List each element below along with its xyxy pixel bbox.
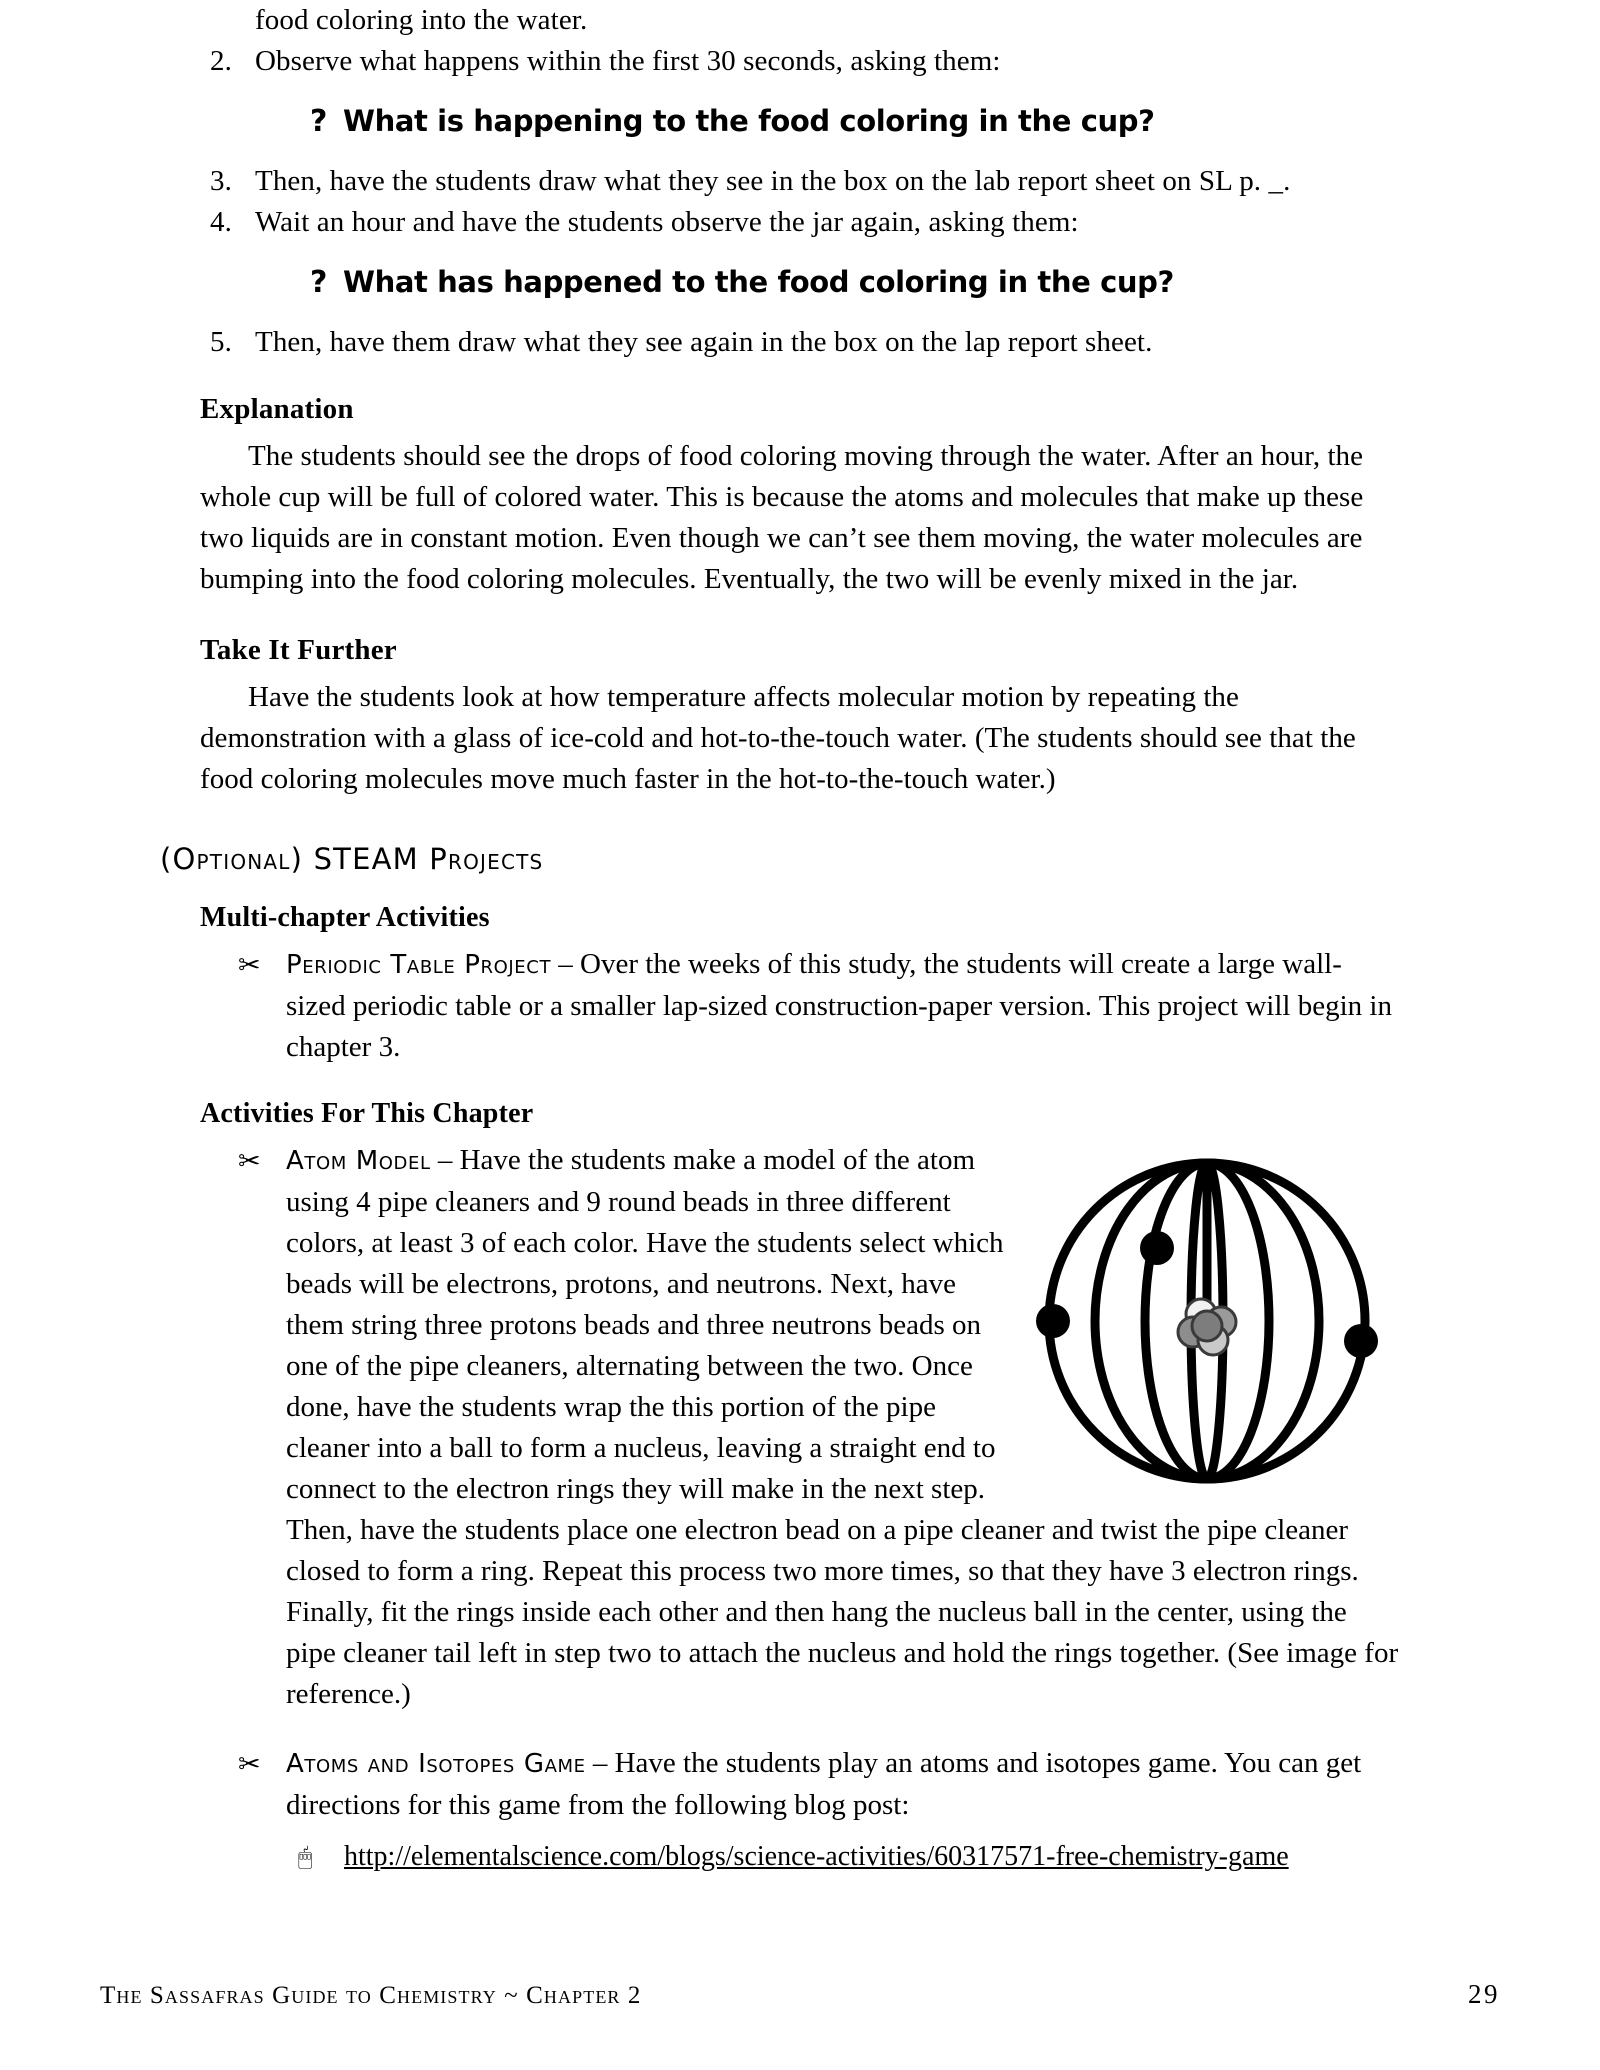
list-text: Observe what happens within the first 30 seconds, asking them: xyxy=(255,45,1001,77)
list-item xyxy=(200,41,1400,82)
blog-post-link[interactable]: http://elementalscience.com/blogs/science-activities/60317571-free-chemistry-game xyxy=(344,1841,1289,1872)
activity-text: Over the weeks of this study, the students will create a large wall-sized periodic table or a smaller lap-sized construction-paper version. This project will begin in chapter 3. xyxy=(286,948,1392,1063)
page-footer xyxy=(100,1979,1500,2010)
instruction-list-c xyxy=(200,322,1400,363)
activity-dash: – xyxy=(585,1747,615,1779)
activity-atoms-and-isotopes-game xyxy=(238,1743,1400,1826)
activity-text: Have the students make a model of the atom using 4 pipe cleaners and 9 round beads in three different colors, at least 3 of each color. Have the students select which beads will be electrons, protons, and neutrons. Next, have them string three protons beads and three neutrons beads on one of the pipe cleaners, alternating between the two. Once done, have the students wrap the this portion of the pipe cleaner into a ball to form a nucleus, leaving a straight end to connect to the electron rings they will make in the next step. Then, have the students place one electron bead on a pipe cleaner and twist the pipe cleaner closed to form a ring. Repeat this process two more times, so that they have 3 electron rings. Finally, fit the rings inside each other and then hang the nucleus ball in the center, using the pipe cleaner tail left in step two to attach the nucleus and hold the rings together. (See image for reference.) xyxy=(286,1144,1399,1710)
list-number: 4. xyxy=(210,206,232,238)
activity-name: Atom Model xyxy=(286,1146,431,1176)
continued-text: food coloring into the water. xyxy=(255,4,588,36)
list-number: 2. xyxy=(210,45,232,77)
explanation-heading: Explanation xyxy=(200,393,354,425)
list-text: Then, have the students draw what they see in the box on the lab report sheet on SL p. _. xyxy=(255,165,1291,197)
instruction-list-a xyxy=(200,41,1400,82)
question-text: What has happened to the food coloring in the cup? xyxy=(343,265,1174,299)
activity-dash: – xyxy=(551,948,581,980)
atom-model-illustration xyxy=(1035,1156,1380,1486)
list-text: Wait an hour and have the students observe the jar again, asking them: xyxy=(255,206,1079,238)
scissors-icon: ✂ xyxy=(238,950,261,981)
activity-name: Periodic Table Project xyxy=(286,950,552,980)
steam-projects-heading: (Optional) STEAM Projects xyxy=(160,842,544,876)
explanation-paragraph: The students should see the drops of food coloring moving through the water. After an hour, the whole cup will be full of colored water. This is because the atoms and molecules that make up these two liquids are in constant motion. Even though we can’t see them moving, the water molecules are bumping into the food coloring molecules. Eventually, the two will be evenly mixed in the jar. xyxy=(200,440,1364,595)
question-mark-icon: ? xyxy=(310,265,328,300)
take-it-further-paragraph: Have the students look at how temperature affects molecular motion by repeating the demonstration with a glass of ice-cold and hot-to-the-touch water. (The students should see that the food coloring molecules move much faster in the hot-to-the-touch water.) xyxy=(200,681,1356,795)
activity-name: Atoms and Isotopes Game xyxy=(286,1749,586,1779)
scissors-icon: ✂ xyxy=(238,1146,261,1177)
list-item xyxy=(200,322,1400,363)
question-callout-2 xyxy=(310,265,1400,300)
activity-dash: – xyxy=(430,1144,460,1176)
question-mark-icon: ? xyxy=(310,104,328,139)
page-content xyxy=(160,0,1400,1876)
activity-text: Have the students play an atoms and isotopes game. You can get directions for this game from the following blog post: xyxy=(286,1747,1362,1821)
list-number: 5. xyxy=(210,326,232,358)
blog-post-link-row[interactable] xyxy=(296,1838,1400,1876)
list-item xyxy=(200,161,1400,202)
scissors-icon: ✂ xyxy=(238,1749,261,1780)
question-text: What is happening to the food coloring in the cup? xyxy=(343,104,1155,138)
multi-chapter-activities-heading: Multi-chapter Activities xyxy=(200,902,490,933)
page-number: 29 xyxy=(1468,1979,1500,2009)
list-text: Then, have them draw what they see again in the box on the lap report sheet. xyxy=(255,326,1153,358)
activity-periodic-table-project xyxy=(238,944,1400,1068)
take-it-further-heading: Take It Further xyxy=(200,634,397,666)
activities-for-this-chapter-heading: Activities For This Chapter xyxy=(200,1098,534,1129)
list-number: 3. xyxy=(210,165,232,197)
question-callout-1 xyxy=(310,104,1400,139)
footer-title: The Sassafras Guide to Chemistry ~ Chapter 2 xyxy=(100,1982,642,2009)
list-item xyxy=(200,202,1400,243)
mouse-icon: 🖱 xyxy=(298,1843,313,1871)
instruction-list-b xyxy=(200,161,1400,243)
activity-atom-model xyxy=(238,1140,1400,1715)
